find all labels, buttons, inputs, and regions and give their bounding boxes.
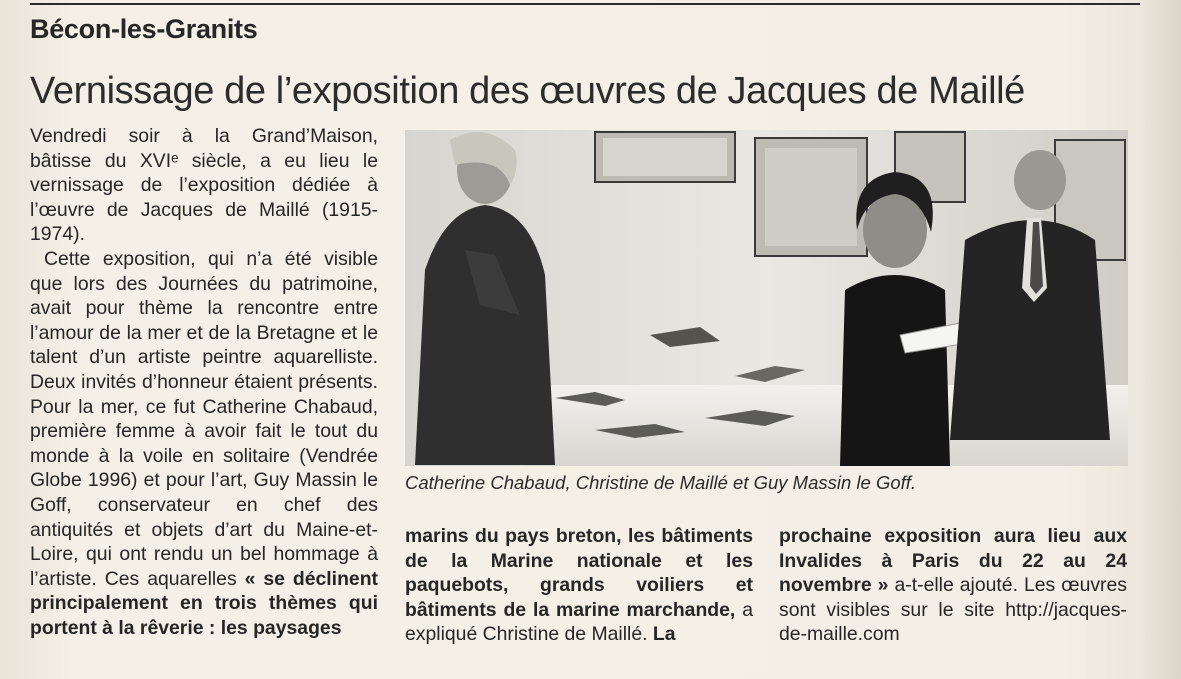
column-2-paragraph [405,524,753,647]
frame-2-art [765,148,857,246]
quote-start: « se déclinent principalement en trois thèmes qui portent à la rêverie : les paysages [30,567,378,639]
closing-text: a-t-elle ajouté. Les œuvres sont visibles sur le site http://jacques-de-maille.com [779,574,1127,646]
quote-end: prochaine exposition aura lieu aux Invalides à Paris du 22 au 24 novembre » [779,525,1127,597]
person-3-head [1014,150,1066,210]
article-column-1 [30,124,378,640]
column-3-paragraph [779,524,1127,647]
attribution: a expliqué Christine de Maillé. [405,598,753,646]
paragraph-2 [30,247,378,641]
article-headline: Vernissage de l’exposition des œuvres de Jacques de Maillé [30,70,1025,112]
article-column-3 [779,524,1127,647]
column-2-last-word: La [652,623,676,646]
paragraph-1: Vendredi soir à la Grand’Maison, bâtisse du XVIᵉ siècle, a eu lieu le vernissage de l’exposition dédiée à l’œuvre de Jacques de Maillé (1915-1974). [30,125,378,246]
frame-1-art [603,138,727,176]
article-photo [405,130,1128,466]
photo-caption: Catherine Chabaud, Christine de Maillé et Guy Massin le Goff. [405,472,917,493]
paragraph-2-text: Cette exposition, qui n’a été visible que lors des Journées du patrimoine, avait pour thème la rencontre entre l’amour de la mer et de la Bretagne et le talent d’un artiste peintre aquarelliste. Deux invités d’honneur étaient présents. Pour la mer, ce fut Catherine Chabaud, première femme à avoir fait le tout du monde à la voile en solitaire (Vendrée Globe 1996) et pour l’art, Guy Massin le Goff, conservateur en chef des antiquités et objets d’art du Maine-et-Loire, qui ont rendu un bel hommage à l’artiste. Ces aquarelles [30,247,378,590]
quote-continued: marins du pays breton, les bâtiments de la Marine nationale et les paquebots, grands voiliers et bâtiments de la marine marchande, [405,525,753,621]
article-column-2 [405,524,753,647]
top-rule [30,3,1140,5]
photo-scene [405,130,1128,466]
person-2-dress [840,275,950,466]
page-edge-shadow [1141,0,1181,679]
person-1-body [415,205,555,465]
locality-heading: Bécon-les-Granits [30,14,258,44]
